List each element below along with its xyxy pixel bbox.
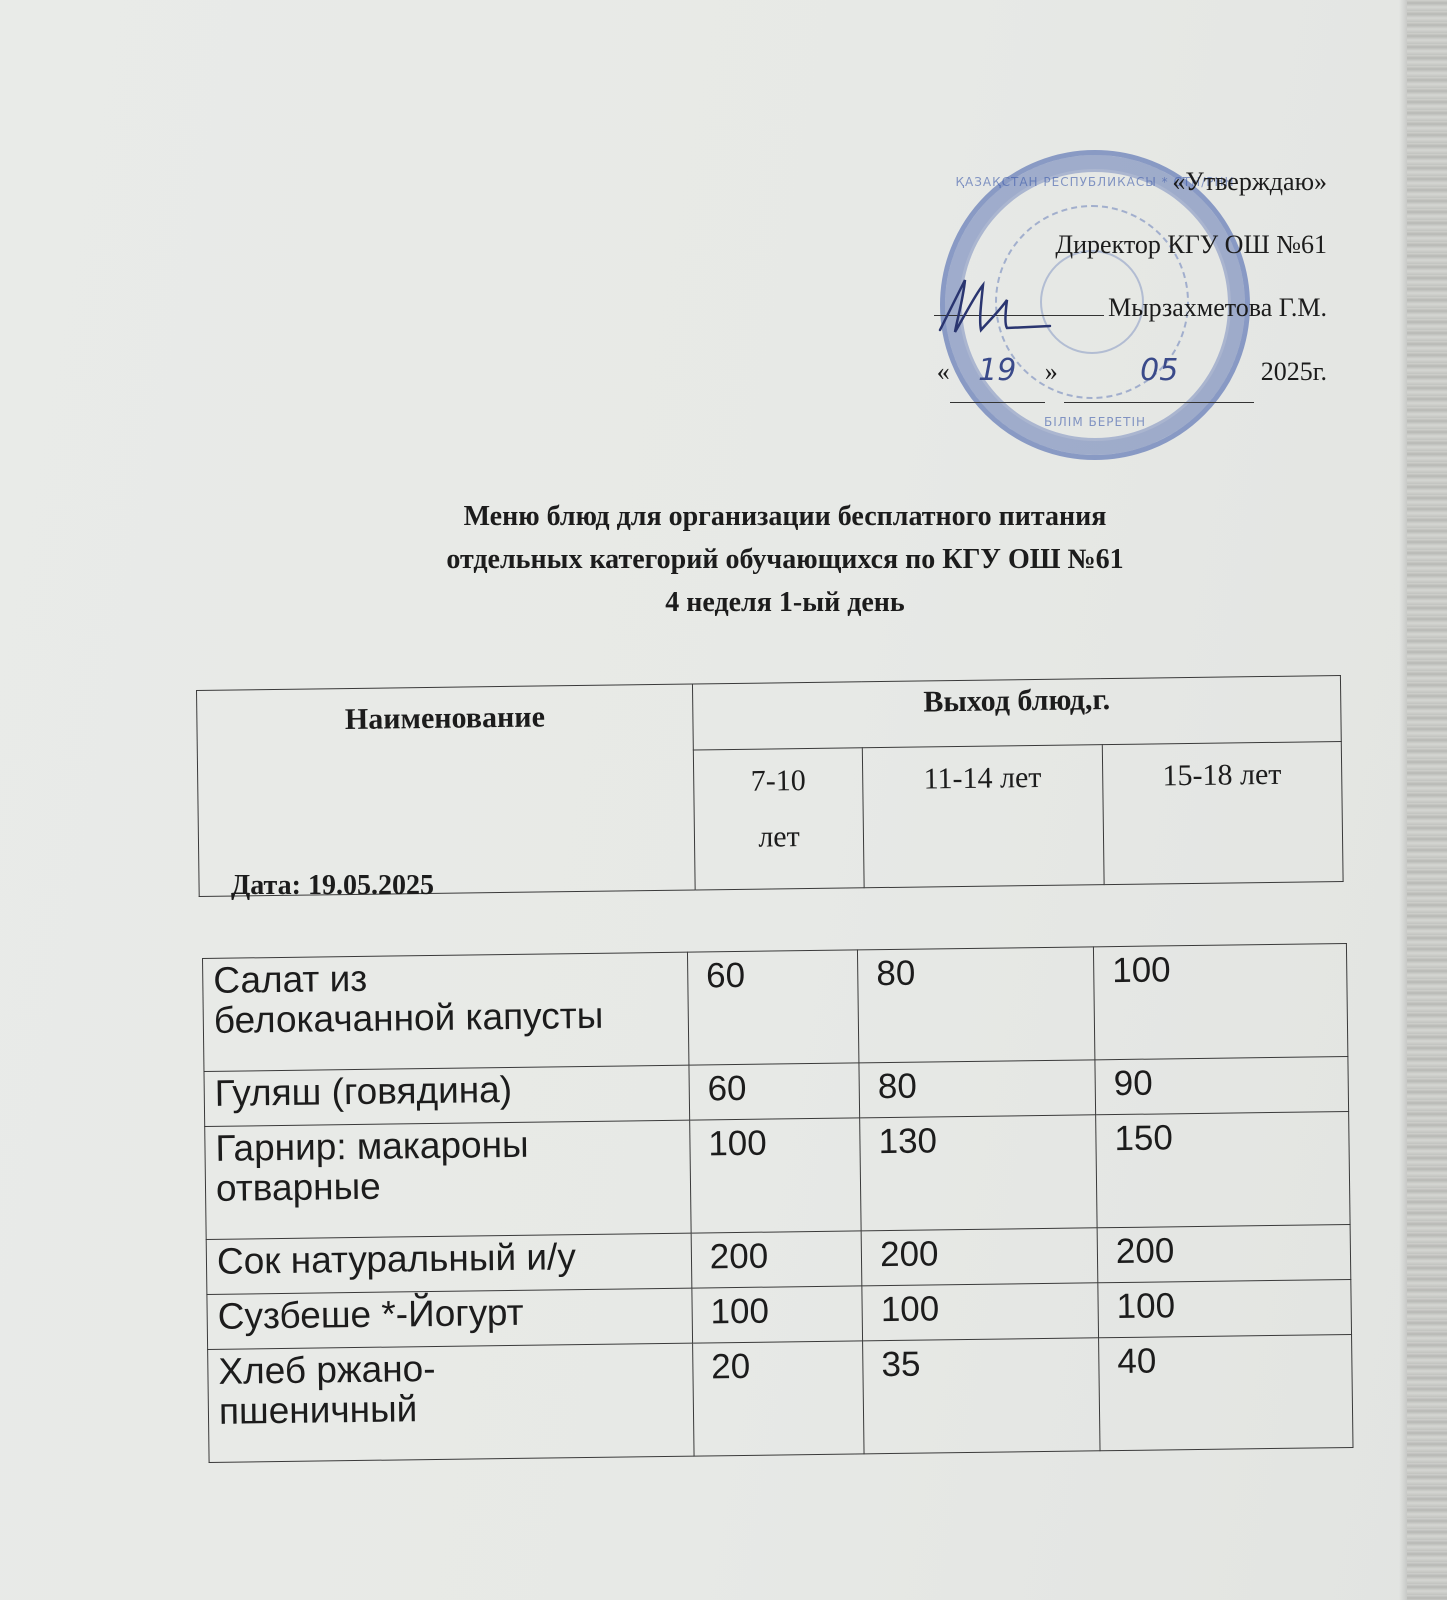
date-close-quote: » — [1044, 357, 1058, 386]
title-line-3: 4 неделя 1-ый день — [665, 587, 905, 618]
paper-edge-shadow — [1399, 0, 1407, 1600]
director-position: Директор КГУ ОШ №61 — [1055, 230, 1327, 259]
dish-name-line: отварные — [215, 1165, 381, 1209]
yield-7-10: 60 — [687, 950, 859, 1065]
date-month-handwritten: 05 — [1064, 339, 1254, 403]
signature-icon — [935, 270, 1055, 340]
yield-15-18: 100 — [1098, 1279, 1352, 1337]
dish-name — [206, 1233, 691, 1294]
age-group-7-10 — [693, 748, 864, 890]
table-row — [208, 1334, 1353, 1462]
yield-column-header: Выход блюд,г. — [692, 676, 1341, 751]
dish-name — [204, 1065, 689, 1126]
signatory-name: Мырзахметова Г.М. — [1108, 293, 1327, 322]
yield-7-10: 100 — [692, 1286, 863, 1343]
age-group-label: 7-10 — [750, 764, 807, 799]
age-group-unit: лет — [758, 820, 800, 854]
approval-date-line — [934, 339, 1327, 403]
header-table — [196, 675, 1344, 897]
dish-name — [203, 952, 689, 1071]
yield-11-14: 80 — [858, 947, 1095, 1063]
approval-heading: «Утверждаю» — [1172, 167, 1327, 196]
yield-7-10: 20 — [692, 1341, 864, 1456]
yield-11-14: 200 — [861, 1228, 1098, 1286]
dish-name-line: белокачанной капусты — [213, 994, 604, 1041]
age-group-11-14 — [862, 745, 1103, 888]
name-column-header: Наименование — [197, 684, 696, 896]
dish-name-line: Сузбеше *-Йогурт — [217, 1291, 524, 1337]
dish-name-line: Гарнир: макароны — [215, 1123, 529, 1169]
paper-edge — [1407, 0, 1447, 1600]
yield-15-18: 90 — [1095, 1057, 1349, 1115]
yield-15-18: 150 — [1096, 1112, 1350, 1228]
yield-7-10: 200 — [691, 1231, 862, 1288]
menu-table — [202, 943, 1354, 1463]
yield-7-10: 100 — [689, 1118, 861, 1233]
dish-name — [205, 1120, 691, 1239]
age-group-15-18 — [1102, 742, 1343, 885]
date-year: 2025г. — [1260, 357, 1327, 386]
dish-name-line: Салат из — [213, 957, 368, 1001]
yield-15-18: 200 — [1097, 1224, 1351, 1282]
page-title — [260, 495, 1310, 624]
yield-7-10: 60 — [689, 1063, 860, 1120]
yield-15-18: 100 — [1093, 944, 1347, 1060]
yield-15-18: 40 — [1099, 1334, 1353, 1450]
stamp-bottom-text: БІЛІМ БЕРЕТІН — [1043, 415, 1147, 429]
stamp-outer-text: ҚАЗАҚСТАН РЕСПУБЛИКАСЫ * СТН/РНН — [955, 175, 1235, 189]
dish-name-line: Сок натуральный и/у — [216, 1236, 577, 1282]
age-group-label: 11-14 лет — [923, 761, 1042, 796]
yield-11-14: 100 — [862, 1283, 1099, 1341]
yield-11-14: 35 — [863, 1338, 1100, 1454]
dish-name-line: пшеничный — [218, 1388, 418, 1432]
age-group-label: 15-18 лет — [1162, 758, 1282, 793]
dish-name — [208, 1343, 694, 1462]
dish-name-line: Гуляш (говядина) — [214, 1068, 513, 1114]
yield-11-14: 80 — [859, 1060, 1096, 1118]
date-open-quote: « — [936, 357, 950, 386]
table-row — [203, 944, 1348, 1072]
table-row — [205, 1112, 1350, 1240]
title-line-1: Меню блюд для организации бесплатного питания — [463, 501, 1107, 532]
date-day-handwritten: 19 — [950, 339, 1045, 403]
title-line-2: отдельных категорий обучающихся по КГУ ОШ №61 — [446, 544, 1124, 575]
dish-name-line: Хлеб ржано- — [218, 1347, 436, 1392]
dish-name — [207, 1288, 692, 1349]
menu-date: Дата: 19.05.2025 — [231, 870, 434, 901]
yield-11-14: 130 — [860, 1115, 1097, 1231]
